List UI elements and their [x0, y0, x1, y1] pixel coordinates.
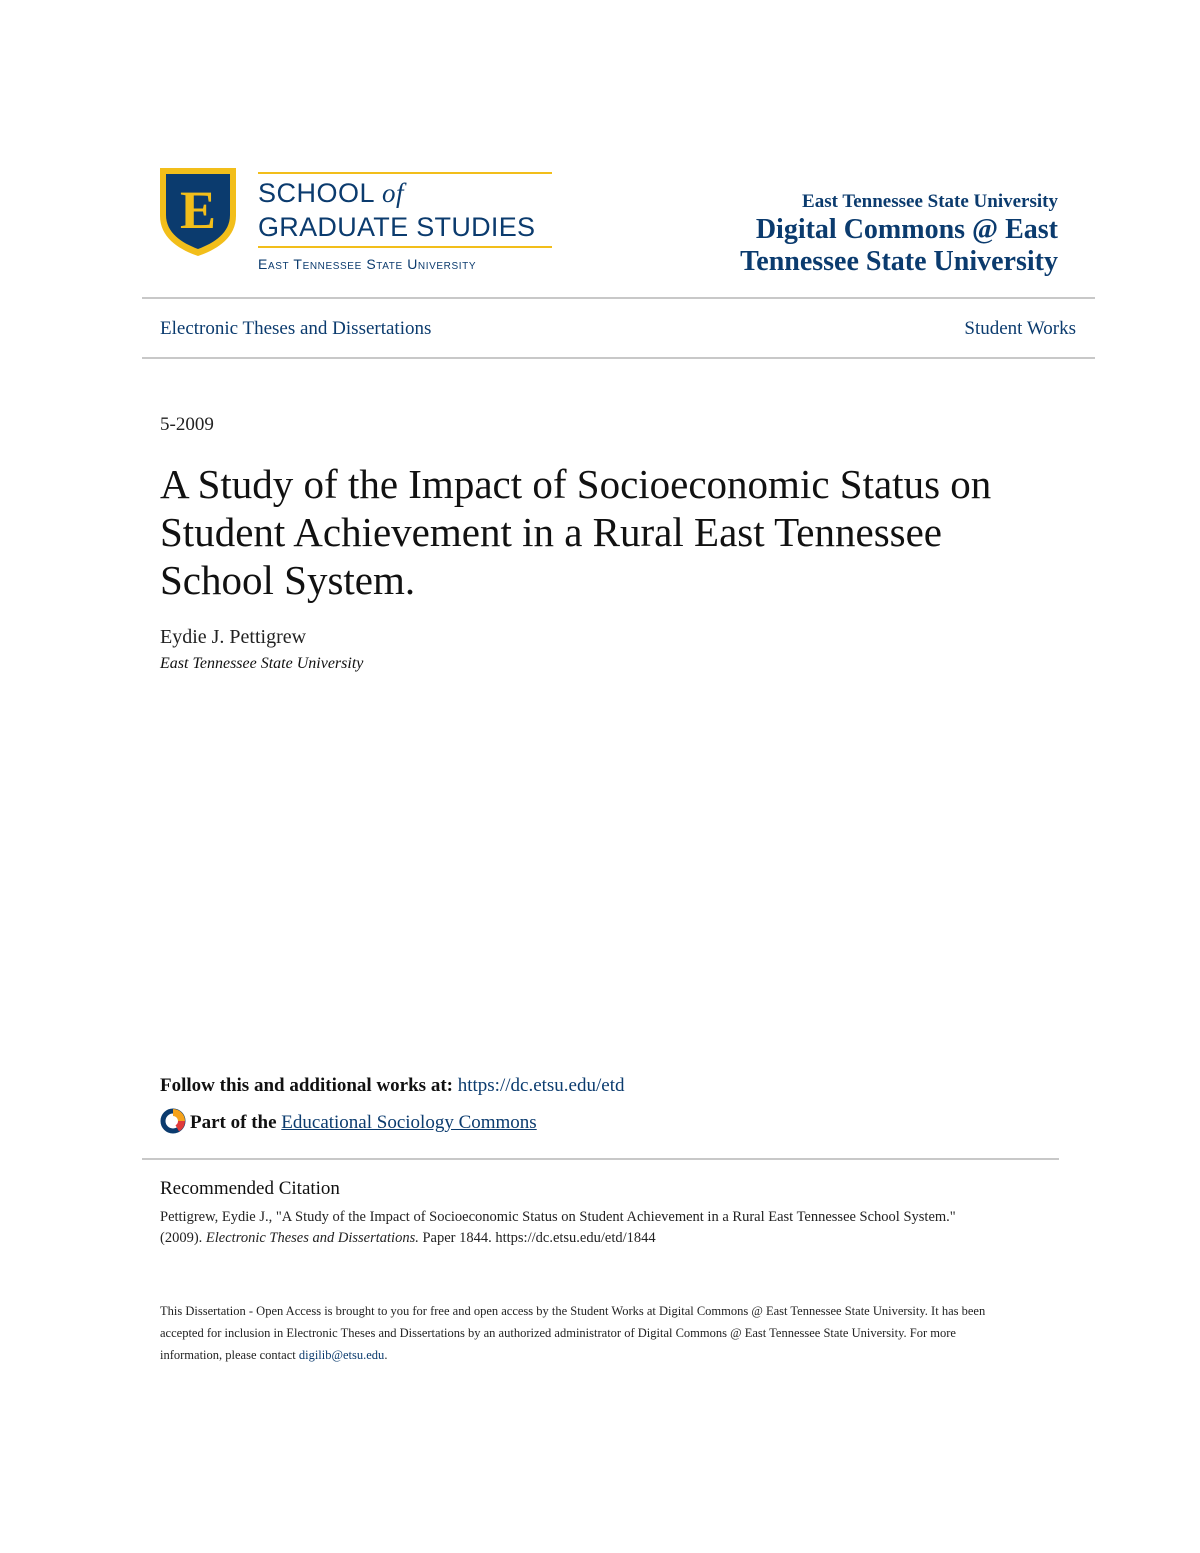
recommended-citation-heading: Recommended Citation: [160, 1178, 340, 1199]
logo-line-graduate-studies: GRADUATE STUDIES: [258, 212, 536, 242]
etsu-shield-icon: [158, 166, 238, 258]
series-link[interactable]: Electronic Theses and Dissertations: [160, 318, 432, 339]
school-of-graduate-studies-logo[interactable]: [158, 166, 558, 278]
recommended-citation-text: Pettigrew, Eydie J., "A Study of the Impact of Socioeconomic Status on Student Achievement in a Rural East Tennessee School System." (2009). Electronic Theses and Dissertations. Paper 1844. https://dc.etsu.edu/etd/1844: [160, 1209, 956, 1246]
repository-name-link[interactable]: Digital Commons @ East Tennessee State University: [740, 214, 1058, 277]
part-of-line: [160, 1108, 537, 1134]
header-divider-bottom: [142, 357, 1095, 359]
logo-line-school-of: SCHOOL of: [258, 178, 405, 208]
follow-url-link[interactable]: https://dc.etsu.edu/etd: [457, 1075, 625, 1096]
contact-email-link[interactable]: digilib@etsu.edu: [298, 1348, 385, 1362]
student-works-link[interactable]: Student Works: [964, 318, 1076, 339]
educational-sociology-commons-link[interactable]: Educational Sociology Commons: [281, 1112, 537, 1133]
author-name[interactable]: Eydie J. Pettigrew: [160, 626, 307, 648]
header-divider-top: [142, 297, 1095, 299]
follow-line: [160, 1075, 625, 1097]
open-access-notice: This Dissertation - Open Access is brought to you for free and open access by the Student Works at Digital Commons @ East Tennessee State University. It has been accepted for inclusion in Electronic Theses and Dissertations by an authorized administrator of Digital Commons @ East Tennessee State University. For more information, please contact digilib@etsu.edu.: [160, 1304, 986, 1362]
logo-gold-rule-top: [258, 172, 552, 174]
logo-line-university: East Tennessee State University: [258, 256, 477, 272]
bepress-commons-icon: [160, 1108, 186, 1134]
publication-date: 5-2009: [160, 414, 214, 435]
follow-label: Follow this and additional works at:: [160, 1075, 453, 1096]
footer-divider: [142, 1158, 1059, 1160]
logo-gold-rule-bottom: [258, 246, 552, 248]
repository-university[interactable]: East Tennessee State University: [802, 191, 1058, 212]
author-affiliation: East Tennessee State University: [160, 655, 364, 672]
logo-letter: E: [179, 180, 217, 240]
document-title: A Study of the Impact of Socioeconomic Status on Student Achievement in a Rural East Tennessee School System.: [160, 461, 992, 603]
part-of-label: Part of the: [190, 1112, 277, 1133]
